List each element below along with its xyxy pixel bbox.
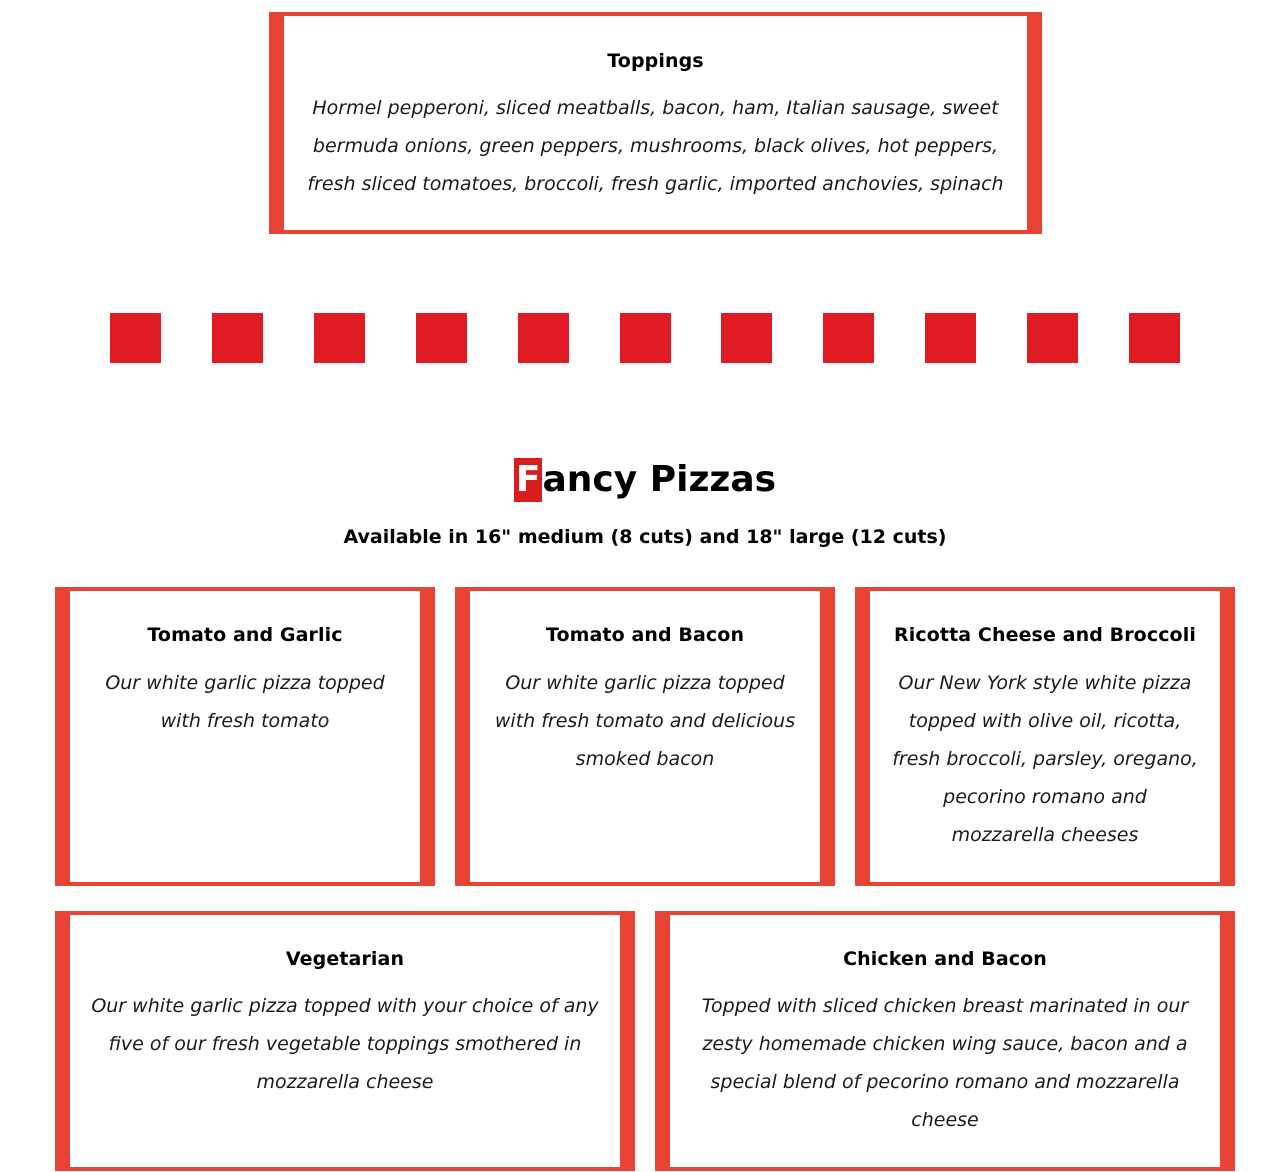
toppings-line: bermuda onions, green peppers, mushrooms, black olives, hot peppers, <box>312 135 999 157</box>
pizza-card-vegetarian <box>55 911 635 1171</box>
pizza-description-line: Topped with sliced chicken breast marinated in our <box>701 995 1189 1017</box>
pizza-description-line: mozzarella cheeses <box>951 824 1139 846</box>
pizza-description-line: with fresh tomato <box>160 710 330 732</box>
pizza-name: Vegetarian <box>285 948 405 970</box>
divider-square <box>1027 313 1078 363</box>
pizza-description <box>470 664 820 778</box>
divider-square <box>314 313 365 363</box>
pizza-description-line: topped with olive oil, ricotta, <box>908 710 1182 732</box>
pizza-description <box>70 664 420 740</box>
pizza-description <box>670 987 1220 1139</box>
section-title-fancy-pizzas <box>0 455 1270 505</box>
divider-square <box>416 313 467 363</box>
toppings-card <box>269 12 1042 234</box>
title-initial-letter: F <box>515 459 541 500</box>
pizza-description-line: with fresh tomato and delicious <box>494 710 796 732</box>
pizza-card-chicken-bacon <box>655 911 1235 1171</box>
pizza-description <box>870 664 1220 854</box>
pizza-description-line: pecorino romano and <box>943 786 1147 808</box>
divider-square <box>721 313 772 363</box>
pizza-card-ricotta-broccoli <box>855 587 1235 886</box>
divider-square <box>518 313 569 363</box>
pizza-description <box>70 987 620 1101</box>
pizza-description-line: cheese <box>911 1109 979 1131</box>
divider-square <box>925 313 976 363</box>
checkered-divider <box>110 313 1181 363</box>
divider-square <box>212 313 263 363</box>
divider-square <box>110 313 161 363</box>
pizza-name: Tomato and Garlic <box>147 624 343 646</box>
toppings-description <box>284 89 1027 203</box>
pizza-description-line: mozzarella cheese <box>256 1071 434 1093</box>
pizza-description-line: smoked bacon <box>575 748 715 770</box>
pizza-name: Ricotta Cheese and Broccoli <box>894 624 1196 646</box>
pizza-description-line: five of our fresh vegetable toppings smothered in <box>108 1033 582 1055</box>
pizza-name: Chicken and Bacon <box>843 948 1047 970</box>
toppings-title: Toppings <box>607 50 704 72</box>
pizza-description-line: zesty homemade chicken wing sauce, bacon and a <box>702 1033 1188 1055</box>
toppings-line: Hormel pepperoni, sliced meatballs, bacon, ham, Italian sausage, sweet <box>312 97 999 119</box>
sizes-subtitle: Available in 16" medium (8 cuts) and 18" large (12 cuts) <box>343 526 947 548</box>
divider-square <box>620 313 671 363</box>
pizza-description-line: Our white garlic pizza topped <box>105 672 385 694</box>
pizza-description-line: special blend of pecorino romano and mozzarella <box>710 1071 1180 1093</box>
pizza-description-line: Our New York style white pizza <box>898 672 1192 694</box>
pizza-description-line: Our white garlic pizza topped with your choice of any <box>91 995 599 1017</box>
pizza-description-line: Our white garlic pizza topped <box>505 672 785 694</box>
pizza-card-tomato-bacon <box>455 587 835 886</box>
pizza-card-tomato-garlic <box>55 587 435 886</box>
title-rest: ancy Pizzas <box>542 459 777 500</box>
divider-square <box>823 313 874 363</box>
toppings-line: fresh sliced tomatoes, broccoli, fresh garlic, imported anchovies, spinach <box>307 173 1004 195</box>
divider-square <box>1129 313 1180 363</box>
pizza-description-line: fresh broccoli, parsley, oregano, <box>892 748 1198 770</box>
pizza-name: Tomato and Bacon <box>545 624 745 646</box>
